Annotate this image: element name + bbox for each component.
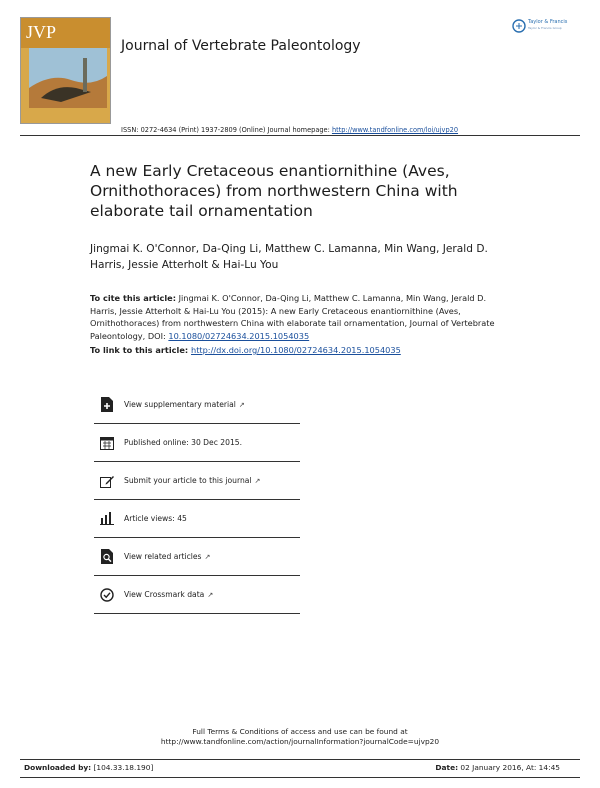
calendar-icon — [100, 435, 114, 451]
action-label: View related articles ↗ — [124, 552, 211, 561]
publisher-logo[interactable] — [512, 18, 582, 38]
download-date — [435, 763, 560, 772]
publisher-logo-icon — [512, 19, 526, 33]
citation-block — [90, 292, 510, 342]
downloaded-value: [104.33.18.190] — [91, 763, 154, 772]
external-link-icon: ↗ — [254, 477, 261, 485]
action-label: Submit your article to this journal ↗ — [124, 476, 261, 485]
related-articles-action[interactable] — [94, 538, 300, 576]
terms-line-1: Full Terms & Conditions of access and use can be found at — [192, 727, 408, 736]
terms-notice — [0, 727, 600, 748]
article-title: A new Early Cretaceous enantiornithine (Aves, Ornithothoraces) from northwestern China with elaborate tail ornamentation — [90, 162, 458, 220]
action-label: Published online: 30 Dec 2015. — [124, 438, 243, 447]
downloaded-label: Downloaded by: — [24, 763, 92, 772]
article-authors: Jingmai K. O'Connor, Da-Qing Li, Matthew C. Lamanna, Min Wang, Jerald D. Harris, Jessie Atterholt & Hai-Lu You — [90, 243, 488, 271]
action-label: Article views: 45 — [124, 514, 187, 523]
issn-line — [121, 126, 458, 134]
publisher-logo-sub: Taylor & Francis Group — [528, 26, 562, 30]
publisher-logo-name: Taylor & Francis — [528, 19, 568, 25]
action-label: View supplementary material ↗ — [124, 400, 245, 409]
date-label: Date: — [435, 763, 459, 772]
supplementary-material-action[interactable] — [94, 386, 300, 424]
crossmark-icon — [100, 587, 114, 603]
header-divider — [20, 135, 580, 136]
bar-chart-icon — [100, 511, 114, 527]
published-online-info — [94, 424, 300, 462]
doi-link[interactable]: 10.1080/02724634.2015.1054035 — [168, 330, 310, 341]
submit-article-action[interactable] — [94, 462, 300, 500]
external-link-icon: ↗ — [238, 401, 245, 409]
downloaded-by — [24, 763, 153, 772]
cover-abbrev: JVP — [26, 22, 57, 42]
citation-text: Jingmai K. O'Connor, Da-Qing Li, Matthew C. Lamanna, Min Wang, Jerald D. Harris, Jessie Atterholt & Hai-Lu You (2015): A new Early Cretaceous enantiornithine (Aves, Ornithothoraces) from northwestern China with elaborate tail ornamentation, Journal of Vertebrate Paleontology, DOI: — [90, 293, 495, 341]
journal-cover — [20, 17, 111, 124]
article-link-label: To link to this article: — [90, 345, 191, 355]
pencil-icon — [100, 473, 114, 489]
article-actions — [94, 386, 300, 614]
article-link-line — [90, 345, 401, 355]
external-link-icon: ↗ — [207, 591, 214, 599]
terms-link[interactable]: http://www.tandfonline.com/action/journalInformation?journalCode=ujvp20 — [160, 737, 440, 747]
issn-text: ISSN: 0272-4634 (Print) 1937-2809 (Online) Journal homepage: — [121, 126, 332, 134]
citation-label: To cite this article: — [90, 293, 176, 303]
article-views-info — [94, 500, 300, 538]
magnifier-document-icon — [100, 549, 114, 565]
action-label: View Crossmark data ↗ — [124, 590, 214, 599]
download-info-bar — [20, 759, 580, 778]
date-value: 02 January 2016, At: 14:45 — [458, 763, 560, 772]
crossmark-action[interactable] — [94, 576, 300, 614]
external-link-icon: ↗ — [204, 553, 211, 561]
plus-document-icon — [100, 397, 114, 413]
article-link[interactable]: http://dx.doi.org/10.1080/02724634.2015.1054035 — [191, 345, 401, 355]
journal-title[interactable]: Journal of Vertebrate Paleontology — [121, 38, 361, 54]
journal-homepage-link[interactable]: http://www.tandfonline.com/loi/ujvp20 — [331, 126, 459, 134]
